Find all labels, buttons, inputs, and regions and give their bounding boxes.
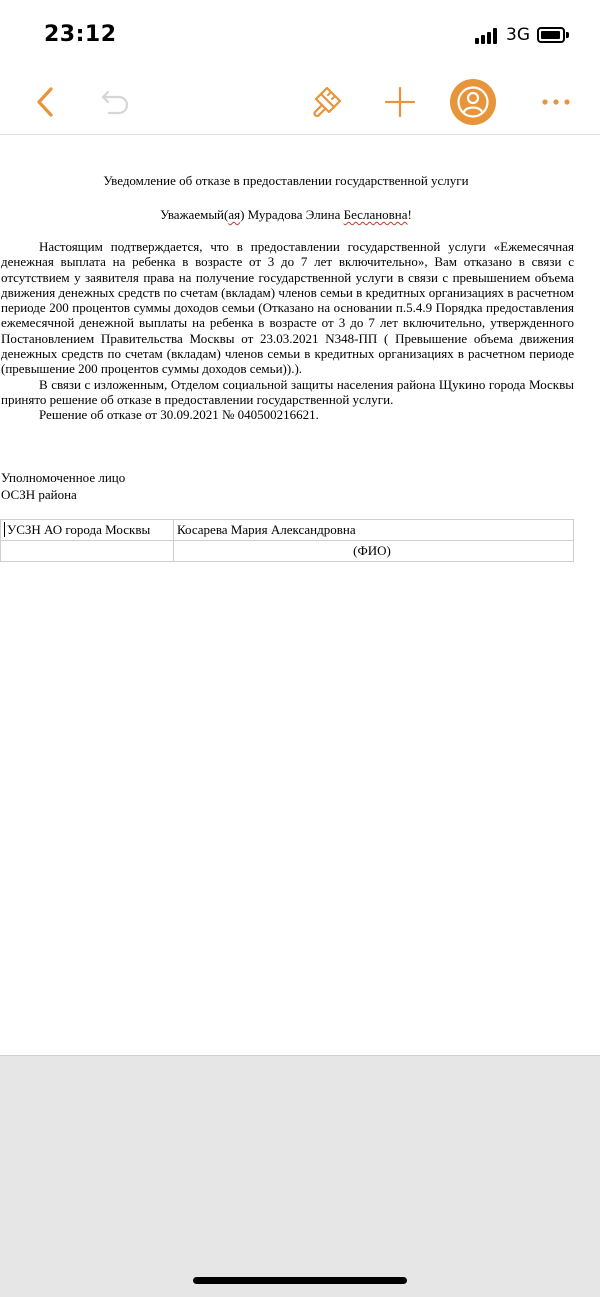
document-page[interactable]: [0, 135, 600, 1056]
spelling-flag: ая: [228, 207, 241, 222]
canvas-background: [0, 1056, 600, 1297]
undo-button[interactable]: [96, 84, 136, 120]
signature-org-text: УСЗН АО города Москвы: [4, 522, 150, 537]
add-button[interactable]: [380, 82, 420, 122]
salutation-end: !: [407, 207, 412, 222]
back-button[interactable]: [28, 82, 62, 122]
undo-icon: [99, 88, 133, 116]
collaborate-button[interactable]: [450, 79, 496, 125]
paragraph-decision: В связи с изложенным, Отделом социальной защиты населения района Щукино города Москвы принято решение об отказе в предоставлении государственной услуги.: [1, 376, 574, 407]
battery-icon: [537, 27, 565, 43]
document-toolbar: [0, 70, 600, 135]
signature-table: [0, 519, 574, 562]
format-button[interactable]: [306, 82, 346, 122]
paragraph-decision-number: Решение об отказе от 30.09.2021 № 040500216621.: [39, 407, 319, 423]
signature-name: Косарева Мария Александровна: [174, 520, 574, 541]
salutation-name: ) Мурадова Элина: [240, 207, 344, 222]
home-indicator[interactable]: [193, 1277, 407, 1284]
chevron-left-icon: [35, 86, 55, 118]
network-type: 3G: [506, 25, 530, 45]
table-row: [1, 541, 574, 562]
authority-line: Уполномоченное лицо: [1, 470, 126, 485]
spelling-flag: Бесла‌новна: [343, 207, 408, 222]
status-bar: [0, 0, 600, 70]
signature-org: [1, 520, 174, 541]
salutation-prefix: Уважаемый(: [160, 207, 229, 222]
authority-line: ОСЗН района: [1, 487, 77, 502]
empty-cell: [1, 541, 174, 562]
more-button[interactable]: [536, 86, 576, 118]
document-title: Уведомление об отказе в предоставлении государственной услуги: [103, 173, 469, 188]
more-icon: [540, 98, 572, 106]
fio-label: (ФИО): [174, 541, 574, 562]
table-row: [1, 520, 574, 541]
person-icon: [456, 85, 490, 119]
paintbrush-icon: [309, 85, 343, 119]
plus-icon: [384, 86, 416, 118]
paragraph-refusal-reason: Настоящим подтверждается, что в предоставлении государственной услуги «Ежемесячная денежная выплата на ребенка в возрасте от 3 до 7 лет включительно», Вам отказано в связи с отсутствием у заявителя права на получение государственной услуги в связи с превышением объема движения денежных средств по счетам (вкладам) членов семьи в кредитных организациях в расчетном периоде 200 процентов суммы доходов семьи (Отказано на основании п.5.4.9 Порядка предоставления ежемесячной денежной выплаты на ребенка в возрасте от 3 до 7 лет включительно, утвержденного Постановлением Правительства Москвы от 23.03.2021 N348-ПП ( Превышение объема движения денежных средств по счетам (вкладам) членов семьи в кредитных организациях в расчетном периоде (превышение 200 процентов суммы доходов семьи)).).: [1, 239, 574, 377]
status-time: 23:12: [44, 22, 117, 47]
authority-block: [1, 469, 125, 503]
notice-body: [1, 239, 574, 423]
salutation: [0, 207, 572, 223]
signal-strength-icon: [475, 28, 501, 44]
